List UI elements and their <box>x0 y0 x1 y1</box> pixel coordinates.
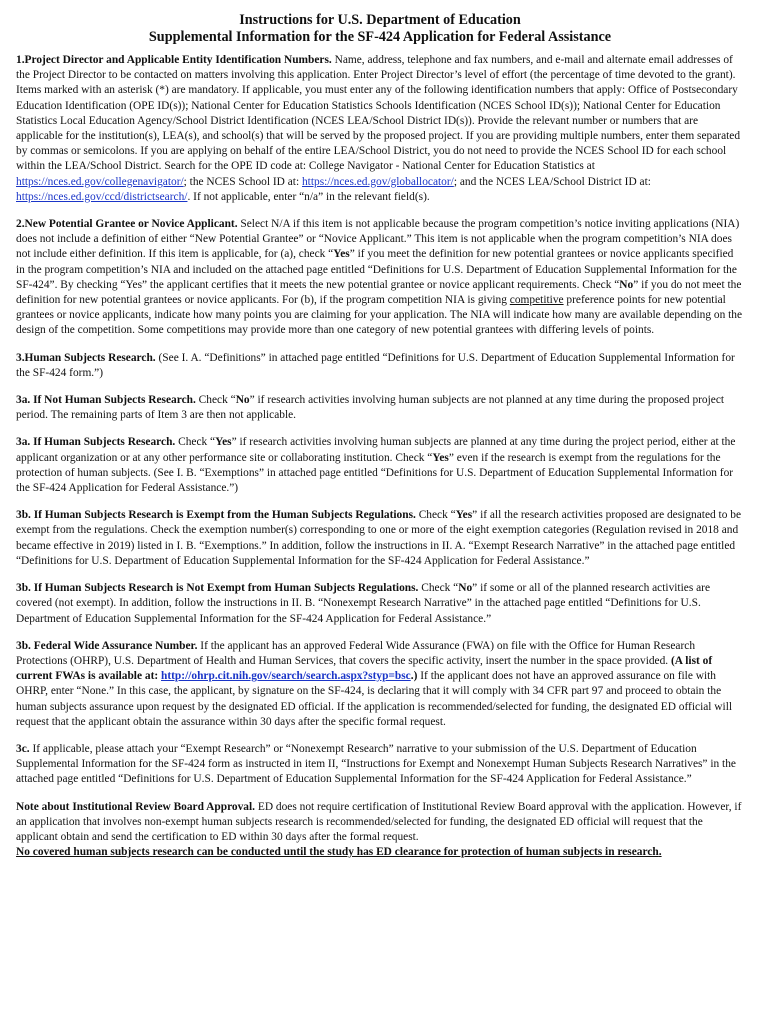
section-3a-yes-1: Yes <box>215 436 232 449</box>
section-1-heading: 1.Project Director and Applicable Entity Identification Numbers. <box>16 54 332 66</box>
section-3b-fwa-text-a: If the applicant has an approved Federal Wide Assurance (FWA) on file with the Office for Human Research Protections (OHRP), U.S. Department of Health and Human Services, that covers the specific activity, insert the number in the space provided. <box>16 639 696 667</box>
section-3a-not-heading: 3a. If Not Human Subjects Research. <box>16 394 196 407</box>
section-3b-fwa-text-b: If the applicant does not have an approved assurance on file with OHRP, enter “None.” In this case, the applicant, by signature on the SF-424, is declaring that it will comply with 34 CFR part 97 and proceed to obtain the human subjects assurance upon request by the designated ED official. If the application is recommended/selected for funding, the designated ED official will request that the applicant obtain the assurance within 30 days after the specific formal request. <box>16 670 733 728</box>
section-2-text-b: ” if you meet the definition for new potential grantees or novice applicants specified in the program competition’s NIA and included on the attached page entitled “Definitions for U.S. Department of Education Supplemental Information for the SF-424”. By checking “Yes” the applicant certifies that it meets the new potential grantee or novice applicant requirements. Check “ <box>16 248 737 291</box>
irb-clearance-statement: No covered human subjects research can be conducted until the study has ED clearance for protection of human subjects in research. <box>16 846 662 859</box>
section-3b-not-exempt-text-b: ” if some or all of the planned research activities are covered (not exempt). In addition, follow the instructions in II. B. “Nonexempt Research Narrative” in the attached page entitled “Definitions for U.S. Department of Education Supplemental Information for the SF-424 Application for Federal Assistance.” <box>16 582 711 625</box>
irb-note <box>16 800 744 846</box>
section-3b-fwa <box>16 639 744 730</box>
section-2-yes: Yes <box>333 248 350 261</box>
section-3b-fwa-heading: 3b. Federal Wide Assurance Number. <box>16 639 198 652</box>
section-3a-not-no: No <box>235 394 250 407</box>
section-3b-exempt <box>16 508 744 569</box>
document-title <box>16 12 744 46</box>
section-3a-heading: 3a. If Human Subjects Research. <box>16 436 176 449</box>
title-line-2: Supplemental Information for the SF-424 Application for Federal Assistance <box>148 29 612 45</box>
section-1-text-b: ; the NCES School ID at: <box>183 175 302 188</box>
irb-note-text: ED does not require certification of Institutional Review Board approval with the application. However, if an application that involves non-exempt human subjects research is recommended/selected for funding, the designated ED official will request that the applicant obtain and send the certification to ED within 30 days after the formal request. <box>16 800 742 843</box>
section-3b-exempt-heading: 3b. If Human Subjects Research is Exempt from the Human Subjects Regulations. <box>16 509 416 522</box>
section-3b-not-exempt <box>16 581 744 627</box>
section-3b-not-exempt-heading: 3b. If Human Subjects Research is Not Exempt from Human Subjects Regulations. <box>16 582 419 595</box>
section-3b-exempt-text-b: ” if all the research activities proposed are designated to be exempt from the regulations. Check the exemption number(s) corresponding to one or more of the eight exemption categories (Regulation revised in 2018 and became effective in 2019) listed in I. B. “Exemptions.” In addition, follow the instructions in II. A. “Exempt Research Narrative” in the attached page entitled “Definitions for U.S. Department of Education Supplemental Information for the SF-424 Application for Federal Assistance.” <box>16 509 742 567</box>
section-3-human-subjects <box>16 351 744 381</box>
section-2-heading: 2.New Potential Grantee or Novice Applicant. <box>16 218 238 231</box>
fwa-search-link[interactable]: http://ohrp.cit.nih.gov/search/search.aspx?styp=bsc <box>161 670 411 683</box>
section-3a-text-a: Check “ <box>175 436 216 449</box>
section-3c-text: If applicable, please attach your “Exempt Research” or “Nonexempt Research” narrative to your submission of the U.S. Department of Education Supplemental Information for the SF-424 form as instructed in item II, “Instructions for Exempt and Nonexempt Human Subjects Research Narratives” in the attached page entitled “Definitions for U.S. Department of Education Supplemental Information for the SF-424 Application for Federal Assistance.” <box>16 742 736 786</box>
section-3a-text-c: ” even if the research is exempt from the regulations for the protection of human subjects. (See I. B. “Exemptions” in attached page entitled “Definitions for U.S. Department of Education Supplemental Information for the SF-424 Application for Federal Assistance.”) <box>16 451 734 495</box>
irb-note-heading: Note about Institutional Review Board Approval. <box>16 800 256 813</box>
section-2-text-d: preference points for new potential grantees or novice applicants, indicate how many points you are claiming for your application. The NIA will indicate how many are available depending on the design of the competition. Some competitions may provide more than one category of new potential grantees with differing levels of points. <box>16 294 743 337</box>
section-2-no: No <box>619 278 634 291</box>
section-3c-heading: 3c. <box>16 742 30 755</box>
irb-clearance-text: No covered human subjects research can be conducted until the study has ED clearance for protection of human subjects in research <box>16 846 659 859</box>
section-3a-not-text-b: ” if research activities involving human subjects are not planned at any time during the proposed project period. The remaining parts of Item 3 are then not applicable. <box>16 394 725 422</box>
section-2-text-c: ” if you do not meet the definition for new potential grantees or novice applicants. For (b), if the program competition NIA is giving <box>16 278 742 307</box>
section-3a-yes-2: Yes <box>432 451 449 464</box>
section-1-text-d: . If not applicable, enter “n/a” in the relevant field(s). <box>187 190 430 203</box>
section-2-new-potential-grantee <box>16 217 744 339</box>
section-3b-exempt-yes: Yes <box>455 509 473 522</box>
section-3b-not-exempt-text-a: Check “ <box>418 582 459 595</box>
section-3b-fwa-bold-a: (A list of current FWAs is available at: <box>16 654 713 683</box>
global-locator-link[interactable]: https://nces.ed.gov/globallocator/ <box>301 175 454 188</box>
section-2-competitive: competitive <box>509 294 564 307</box>
section-3-heading: 3.Human Subjects Research. <box>16 351 156 364</box>
title-line-1: Instructions for U.S. Department of Education <box>239 12 521 28</box>
section-3b-not-exempt-no: No <box>458 582 473 595</box>
section-3a-not-human-subjects <box>16 393 744 423</box>
section-3c <box>16 742 744 788</box>
district-search-link[interactable]: https://nces.ed.gov/ccd/districtsearch/ <box>16 190 188 203</box>
section-3b-fwa-bold-b: .) <box>410 670 418 683</box>
section-3a-text-b: ” if research activities involving human subjects are planned at any time during the project period, either at the applicant organization or at any other performance site or collaborating institution. Check “ <box>16 436 736 464</box>
college-navigator-link[interactable]: https://nces.ed.gov/collegenavigator/ <box>16 175 184 188</box>
section-3a-not-text-a: Check “ <box>195 394 236 407</box>
section-3-text: (See I. A. “Definitions” in attached page entitled “Definitions for U.S. Department of Education Supplemental Information for the SF-424 form.”) <box>16 351 735 379</box>
section-1-text-a: Name, address, telephone and fax numbers, and e-mail and alternate email addresses of the Project Director to be contacted on matters involving this application. Enter Project Director’s level of effort (the percentage of time devoted to the grant). Items marked with an asterisk (*) are mandatory. If applicable, you must enter any of the following identification numbers that apply: Office of Postsecondary Education Identification (OPE ID(s)); National Center for Education Statistics Schools Identification (NCES School ID(s)); National Center for Education Statistics Local Education Agency/School District Identification (NCES LEA/School District ID(s)). Provide the relevant number or numbers that are applicable for the institution(s), LEA(s), and school(s) that will be served by the proposed project. If you are providing multiple numbers, enter them separated by commas or semicolons. If you are applying on behalf of the entire LEA/School District, you do not need to provide the NCES School ID for each school within the LEA/School District. Search for the OPE ID code at: College Navigator - National Center for Education Statistics at <box>16 54 741 173</box>
section-3a-human-subjects <box>16 435 744 496</box>
section-1-text-c: ; and the NCES LEA/School District ID at: <box>453 175 651 188</box>
section-1-project-director <box>16 53 744 205</box>
section-2-text-a: Select N/A if this item is not applicable because the program competition’s notice inviting applications (NIA) does not include a definition of either “New Potential Grantee” or “Novice Applicant.” This item is not applicable when the program competition’s NIA does not include either definition. If this item is applicable, for (a), check “ <box>16 218 740 261</box>
section-3b-exempt-text-a: Check “ <box>415 509 456 522</box>
